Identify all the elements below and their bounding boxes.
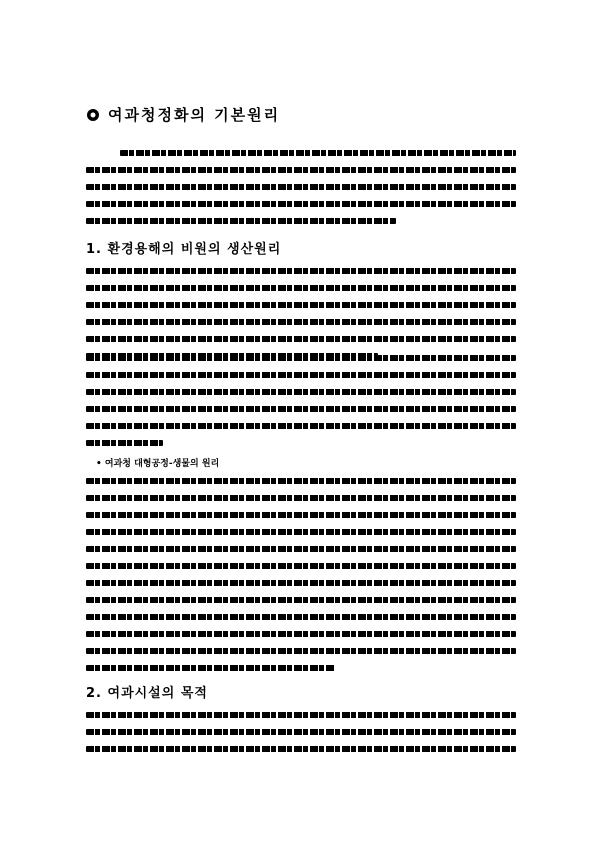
subsection-paragraph <box>86 478 516 682</box>
section-heading-2: 2. 여과시설의 목적 <box>86 686 208 701</box>
section-heading-1: 1. 환경용해의 비원의 생산원리 <box>86 242 282 257</box>
gear-icon <box>86 108 100 122</box>
subheading: • 여과청 대형공정-생물의 원리 <box>96 459 220 469</box>
intro-paragraph <box>86 150 516 235</box>
section-1-paragraph-2 <box>86 355 516 457</box>
section-2-paragraph <box>86 712 516 763</box>
document-title <box>86 104 280 125</box>
title-text: 여과청정화의 기본원리 <box>108 106 281 124</box>
